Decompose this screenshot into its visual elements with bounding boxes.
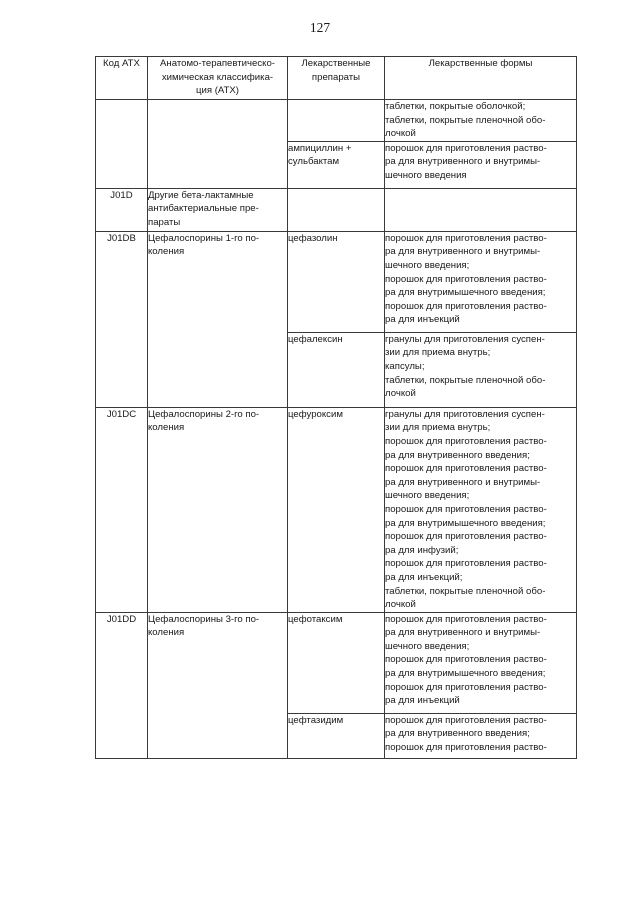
forms-cell: порошок для приготовления раство- ра для внутривенного и внутримы- шечного введения; порошок для приготовления раство- ра для внутримышечного введения; порошок для приготовления раство- ра для инъекций	[385, 612, 577, 713]
drug-cell: цефтазидим	[288, 713, 385, 758]
drug-cell: цефотаксим	[288, 612, 385, 713]
code-cell: J01D	[96, 188, 148, 231]
drug-cell: ампициллин + сульбактам	[288, 141, 385, 188]
page-number: 127	[309, 20, 331, 35]
drug-cell: цефуроксим	[288, 407, 385, 612]
forms-cell: порошок для приготовления раство- ра для внутривенного и внутримы- шечного введения; порошок для приготовления раство- ра для внутримышечного введения; порошок для приготовления раство- ра для инъекций	[385, 231, 577, 332]
drug-cell	[288, 188, 385, 231]
forms-cell: порошок для приготовления раство- ра для внутривенного и внутримы- шечного введения	[385, 141, 577, 188]
forms-cell: порошок для приготовления раство- ра для внутривенного введения; порошок для приготовления раство-	[385, 713, 577, 758]
table-row	[96, 188, 577, 231]
table-row	[96, 407, 577, 612]
forms-cell	[385, 188, 577, 231]
drug-cell: цефалексин	[288, 332, 385, 407]
code-cell: J01DC	[96, 407, 148, 612]
classification-cell	[148, 100, 288, 189]
header-forms: Лекарственные формы	[385, 57, 577, 100]
classification-cell: Цефалоспорины 3-го по- коления	[148, 612, 288, 758]
header-row	[96, 57, 577, 100]
classification-cell: Другие бета-лактамные антибактериальные пре- параты	[148, 188, 288, 231]
drug-cell: цефазолин	[288, 231, 385, 332]
code-cell: J01DB	[96, 231, 148, 407]
forms-cell: таблетки, покрытые оболочкой; таблетки, покрытые пленочной обо- лочкой	[385, 100, 577, 142]
classification-cell: Цефалоспорины 2-го по- коления	[148, 407, 288, 612]
classification-cell: Цефалоспорины 1-го по- коления	[148, 231, 288, 407]
table-row	[96, 231, 577, 332]
code-cell	[96, 100, 148, 189]
header-classification: Анатомо-терапевтическо- химическая классифика- ция (АТХ)	[148, 57, 288, 100]
drug-cell	[288, 100, 385, 142]
code-cell: J01DD	[96, 612, 148, 758]
header-code: Код АТХ	[96, 57, 148, 100]
table-row	[96, 100, 577, 142]
table-row	[96, 612, 577, 713]
header-drugs: Лекарственные препараты	[288, 57, 385, 100]
forms-cell: гранулы для приготовления суспен- зии для приема внутрь; капсулы; таблетки, покрытые пленочной обо- лочкой	[385, 332, 577, 407]
atx-table	[95, 56, 577, 759]
forms-cell: гранулы для приготовления суспен- зии для приема внутрь; порошок для приготовления раство- ра для внутривенного введения; порошок для приготовления раство- ра для внутривенного и внутримы- шечного введения; порошок для приготовления раство- ра для внутримышечного введения; порошок для приготовления раство- ра для инфузий; порошок для приготовления раство- ра для инъекций; таблетки, покрытые пленочной обо- лочкой	[385, 407, 577, 612]
